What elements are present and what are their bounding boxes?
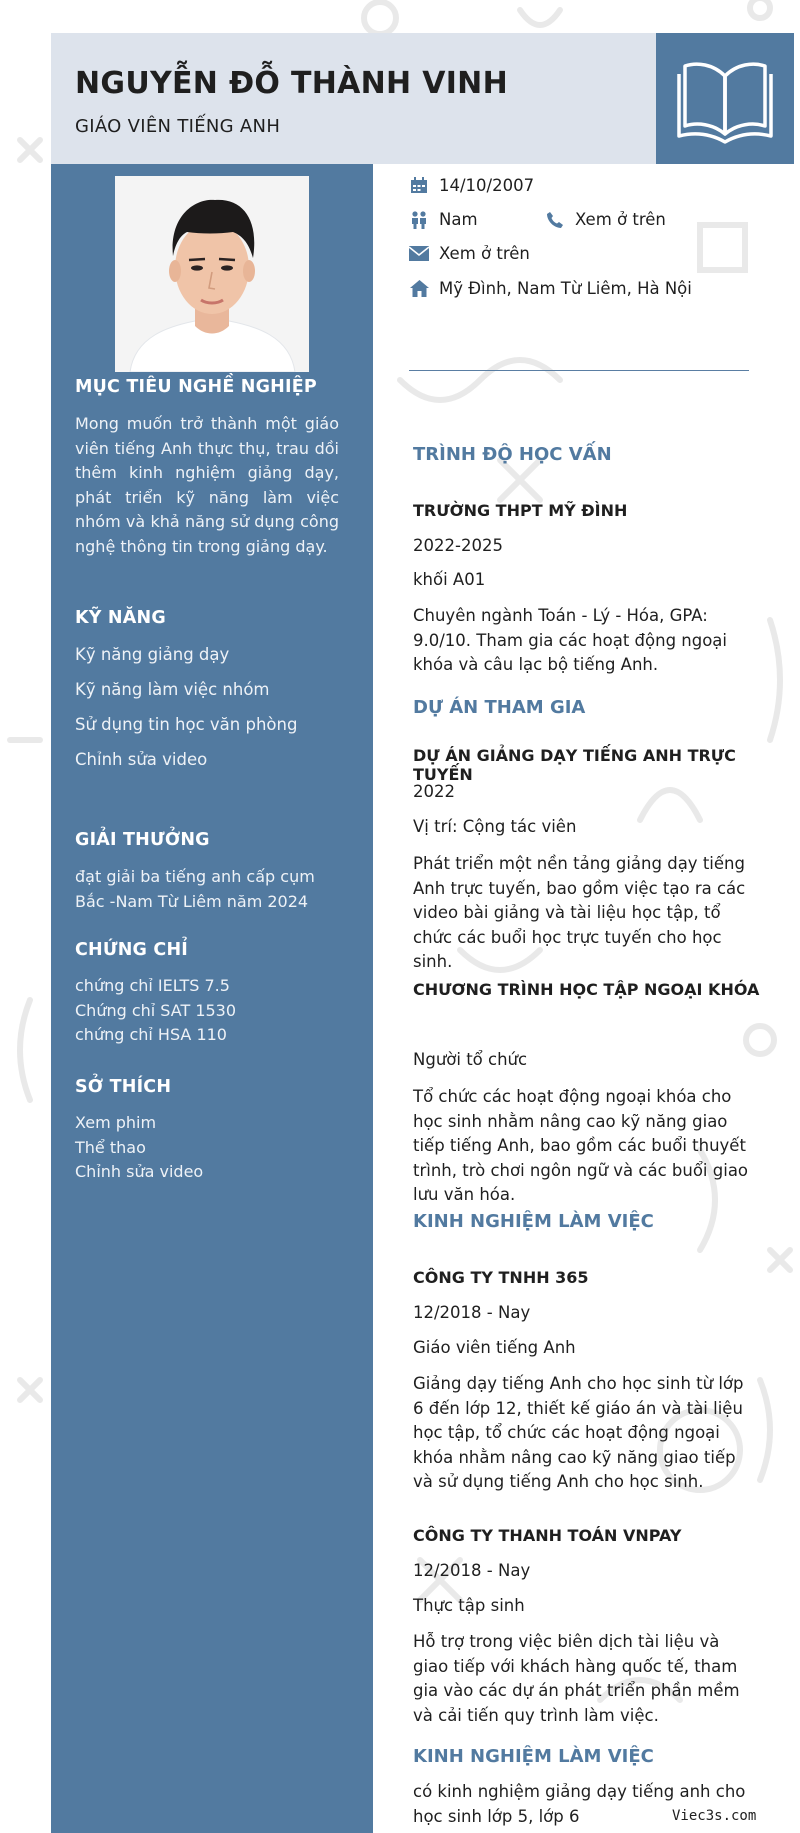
people-icon [409, 211, 429, 229]
address-value: Mỹ Đình, Nam Từ Liêm, Hà Nội [439, 279, 692, 298]
contact-divider [409, 370, 749, 371]
skills-section [75, 608, 339, 783]
phone-value: Xem ở trên [575, 210, 666, 229]
hobby-item: Xem phim [75, 1113, 157, 1132]
skill-item: Kỹ năng làm việc nhóm [75, 680, 270, 699]
contact-gender [409, 210, 478, 229]
project-description: Tổ chức các hoạt động ngoại khóa cho học sinh nhằm nâng cao kỹ năng giao tiếp tiếng Anh, bao gồm các buổi thuyết trình, trò chơi ngôn ngữ và các buổi giao lưu văn hóa. [413, 1087, 749, 1204]
header-icon-box [656, 33, 794, 164]
experience-description: Giảng dạy tiếng Anh cho học sinh từ lớp 6 đến lớp 12, thiết kế giáo án và tài liệu học tập, tổ chức các hoạt động ngoại khóa nhằm nâng cao kỹ năng giao tiếp và sử dụng tiếng Anh cho học sinh. [413, 1374, 744, 1491]
certificate-item: chứng chỉ HSA 110 [75, 1025, 227, 1044]
project-name: CHƯƠNG TRÌNH HỌC TẬP NGOẠI KHÓA [413, 980, 760, 999]
education-description: Chuyên ngành Toán - Lý - Hóa, GPA: 9.0/10. Tham gia các hoạt động ngoại khóa và câu lạc bộ tiếng Anh. [413, 606, 728, 674]
skill-item: Kỹ năng giảng dạy [75, 645, 230, 664]
project-period: 2022 [413, 782, 455, 801]
education-period: 2022-2025 [413, 536, 503, 555]
awards-text: đạt giải ba tiếng anh cấp cụm Bắc -Nam Từ Liêm năm 2024 [75, 867, 315, 911]
gender-value: Nam [439, 210, 478, 229]
projects-title: DỰ ÁN THAM GIA [413, 697, 586, 718]
certificates-title: CHỨNG CHỈ [75, 940, 189, 960]
objective-section [75, 377, 339, 559]
contact-phone [545, 210, 666, 229]
experience-position: Giáo viên tiếng Anh [413, 1338, 576, 1357]
experience-period: 12/2018 - Nay [413, 1561, 531, 1580]
hobbies-title: SỞ THÍCH [75, 1077, 172, 1097]
hobbies-section [75, 1077, 339, 1185]
experience-position: Thực tập sinh [413, 1596, 525, 1615]
resume-main [373, 164, 794, 1833]
objective-text: Mong muốn trở thành một giáo viên tiếng Anh thực thụ, trau dồi thêm kinh nghiệm giảng dạy, phát triển kỹ năng làm việc nhóm và khả năng sử dụng công nghệ thông tin trong giảng dạy. [75, 414, 339, 556]
skill-item: Sử dụng tin học văn phòng [75, 715, 298, 734]
experience-company: CÔNG TY TNHH 365 [413, 1268, 589, 1287]
hobby-item: Thể thao [75, 1137, 146, 1157]
contact-address [409, 279, 692, 298]
calendar-icon [409, 177, 429, 195]
email-value: Xem ở trên [439, 244, 530, 263]
awards-title: GIẢI THƯỞNG [75, 830, 210, 850]
awards-section [75, 830, 339, 914]
certificate-item: Chứng chỉ SAT 1530 [75, 1000, 237, 1020]
birthday-value: 14/10/2007 [439, 176, 535, 195]
contact-email [409, 244, 530, 263]
envelope-icon [409, 245, 429, 263]
phone-icon [545, 211, 565, 229]
experience-period: 12/2018 - Nay [413, 1303, 531, 1322]
project-role: Vị trí: Cộng tác viên [413, 817, 577, 836]
contact-birthday [409, 176, 534, 195]
avatar [115, 176, 309, 372]
experience-company: CÔNG TY THANH TOÁN VNPAY [413, 1526, 682, 1545]
site-watermark: Viec3s.com [672, 1808, 757, 1824]
home-icon [409, 280, 429, 298]
project-role: Người tổ chức [413, 1050, 528, 1069]
skills-title: KỸ NĂNG [75, 608, 166, 628]
candidate-job-title: GIÁO VIÊN TIẾNG ANH [75, 116, 281, 137]
project-name: DỰ ÁN GIẢNG DẠY TIẾNG ANH TRỰC TUYẾN [413, 746, 736, 784]
experience-extra-text: có kinh nghiệm giảng dạy tiếng anh cho học sinh lớp 5, lớp 6 [413, 1782, 746, 1826]
education-title: TRÌNH ĐỘ HỌC VẤN [413, 444, 612, 465]
objective-title: MỤC TIÊU NGHỀ NGHIỆP [75, 377, 317, 397]
hobby-item: Chỉnh sửa video [75, 1162, 204, 1181]
candidate-name: NGUYỄN ĐỖ THÀNH VINH [75, 66, 508, 101]
experience-description: Hỗ trợ trong việc biên dịch tài liệu và giao tiếp với khách hàng quốc tế, tham gia vào các dự án phát triển phần mềm và cải tiến quy trình làm việc. [413, 1632, 740, 1725]
resume-sidebar [51, 164, 373, 1833]
certificates-section [75, 940, 339, 1048]
certificate-item: chứng chỉ IELTS 7.5 [75, 976, 230, 995]
education-major: khối A01 [413, 570, 486, 589]
experience-extra-title: KINH NGHIỆM LÀM VIỆC [413, 1746, 654, 1767]
resume-header [51, 33, 794, 164]
skill-item: Chỉnh sửa video [75, 750, 208, 769]
resume-page [51, 33, 794, 1833]
education-school: TRƯỜNG THPT MỸ ĐÌNH [413, 501, 628, 520]
experience-title: KINH NGHIỆM LÀM VIỆC [413, 1211, 654, 1232]
profile-photo [115, 176, 309, 372]
open-book-icon [677, 54, 773, 144]
project-description: Phát triển một nền tảng giảng dạy tiếng Anh trực tuyến, bao gồm việc tạo ra các video bài giảng và tài liệu học tập, tổ chức các buổi học trực tuyến cho học sinh. [413, 854, 746, 971]
